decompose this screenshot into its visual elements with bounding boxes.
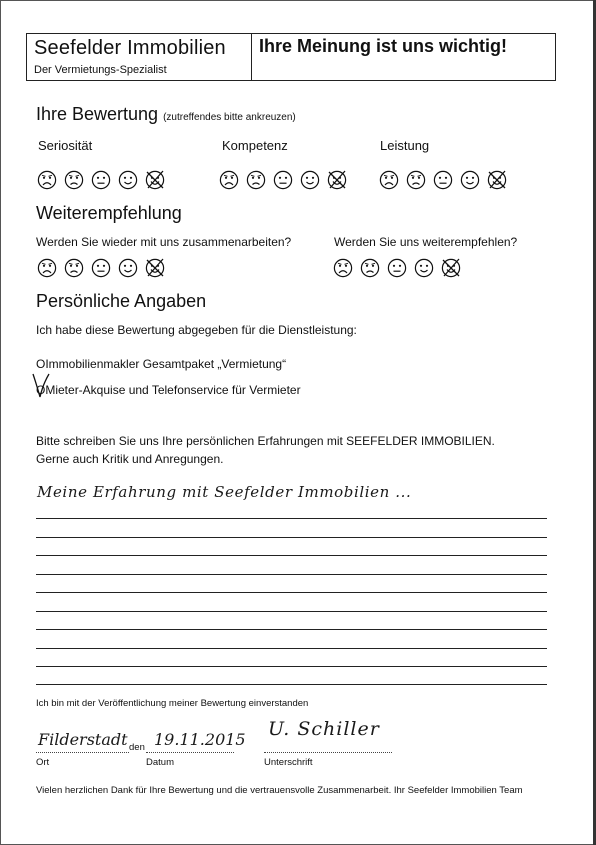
very-sad-face-icon	[379, 170, 399, 190]
handwritten-experience: Meine Erfahrung mit Seefelder Immobilien ...	[37, 483, 412, 501]
happy-face-icon	[460, 170, 480, 190]
writing-line	[36, 592, 547, 593]
neutral-face-icon	[91, 258, 111, 278]
experience-prompt-line2: Gerne auch Kritik und Anregungen.	[36, 452, 224, 466]
rating-title: Ihre Bewertung (zutreffendes bitte ankreuzen)	[36, 104, 296, 124]
writing-line	[36, 555, 547, 556]
service-intro: Ich habe diese Bewertung abgegeben für die Dienstleistung:	[36, 323, 357, 337]
place-label: Ort	[36, 757, 50, 768]
signature-line	[264, 752, 392, 753]
category-label-leistung: Leistung	[380, 138, 430, 153]
face-scale-kompetenz	[219, 170, 347, 190]
handwritten-date: 19.11.2015	[154, 730, 246, 749]
very-happy-face-icon	[327, 170, 347, 190]
neutral-face-icon	[91, 170, 111, 190]
cross-mark-icon	[443, 259, 459, 276]
very-sad-face-icon	[37, 170, 57, 190]
happy-face-icon	[118, 170, 138, 190]
personal-title: Persönliche Angaben	[36, 291, 207, 311]
rating-hint: (zutreffendes bitte ankreuzen)	[163, 112, 296, 123]
neutral-face-icon	[273, 170, 293, 190]
experience-prompt-line1: Bitte schreiben Sie uns Ihre persönlichen Erfahrungen mit SEEFELDER IMMOBILIEN.	[36, 434, 495, 448]
den-label: den	[129, 742, 145, 753]
company-name: Seefelder Immobilien	[34, 37, 226, 59]
option-label: Immobilienmakler Gesamtpaket „Vermietung“	[45, 357, 287, 371]
writing-line	[36, 629, 547, 630]
sad-face-icon	[360, 258, 380, 278]
writing-line	[36, 611, 547, 612]
neutral-face-icon	[433, 170, 453, 190]
face-scale-recommend	[333, 258, 461, 278]
very-happy-face-icon	[145, 170, 165, 190]
happy-face-icon	[118, 258, 138, 278]
place-line	[36, 752, 129, 753]
very-happy-face-icon	[145, 258, 165, 278]
option-marker: O	[36, 357, 46, 371]
cross-mark-icon	[147, 171, 163, 188]
cross-mark-icon	[147, 259, 163, 276]
face-scale-leistung	[379, 170, 507, 190]
header-divider	[251, 33, 252, 80]
cross-mark-icon	[489, 171, 505, 188]
service-option-gesamtpaket	[36, 357, 286, 371]
cross-mark-icon	[329, 171, 345, 188]
date-line	[146, 752, 234, 753]
company-tagline: Der Vermietungs-Spezialist	[34, 64, 167, 76]
writing-line	[36, 537, 547, 538]
very-sad-face-icon	[333, 258, 353, 278]
footer-thanks: Vielen herzlichen Dank für Ihre Bewertung und die vertrauensvolle Zusammenarbeit. Ihr Seefelder Immobilien Team	[36, 785, 523, 796]
writing-line	[36, 574, 547, 575]
option-label: Mieter-Akquise und Telefonservice für Vermieter	[45, 383, 301, 397]
option-marker: O	[36, 383, 46, 397]
sad-face-icon	[246, 170, 266, 190]
happy-face-icon	[414, 258, 434, 278]
signature-label: Unterschrift	[264, 757, 313, 768]
consent-text: Ich bin mit der Veröffentlichung meiner Bewertung einverstanden	[36, 698, 309, 709]
category-label-seriositaet: Seriosität	[38, 138, 93, 153]
sad-face-icon	[64, 170, 84, 190]
very-happy-face-icon	[441, 258, 461, 278]
question-recommend: Werden Sie uns weiterempfehlen?	[334, 235, 518, 249]
writing-line	[36, 666, 547, 667]
date-label: Datum	[146, 757, 174, 768]
handwritten-place: Filderstadt	[38, 730, 128, 749]
sad-face-icon	[64, 258, 84, 278]
very-happy-face-icon	[487, 170, 507, 190]
writing-line	[36, 684, 547, 685]
very-sad-face-icon	[37, 258, 57, 278]
face-scale-seriositaet	[37, 170, 165, 190]
face-scale-work-again	[37, 258, 165, 278]
neutral-face-icon	[387, 258, 407, 278]
handwritten-signature: U. Schiller	[268, 718, 380, 740]
service-option-mieter-akquise	[36, 383, 301, 397]
very-sad-face-icon	[219, 170, 239, 190]
category-label-kompetenz: Kompetenz	[222, 138, 288, 153]
sad-face-icon	[406, 170, 426, 190]
writing-line	[36, 518, 547, 519]
question-work-again: Werden Sie wieder mit uns zusammenarbeiten?	[36, 235, 292, 249]
writing-line	[36, 648, 547, 649]
form-headline: Ihre Meinung ist uns wichtig!	[259, 36, 508, 56]
check-mark-icon	[31, 372, 51, 400]
happy-face-icon	[300, 170, 320, 190]
recommend-title: Weiterempfehlung	[36, 203, 182, 223]
